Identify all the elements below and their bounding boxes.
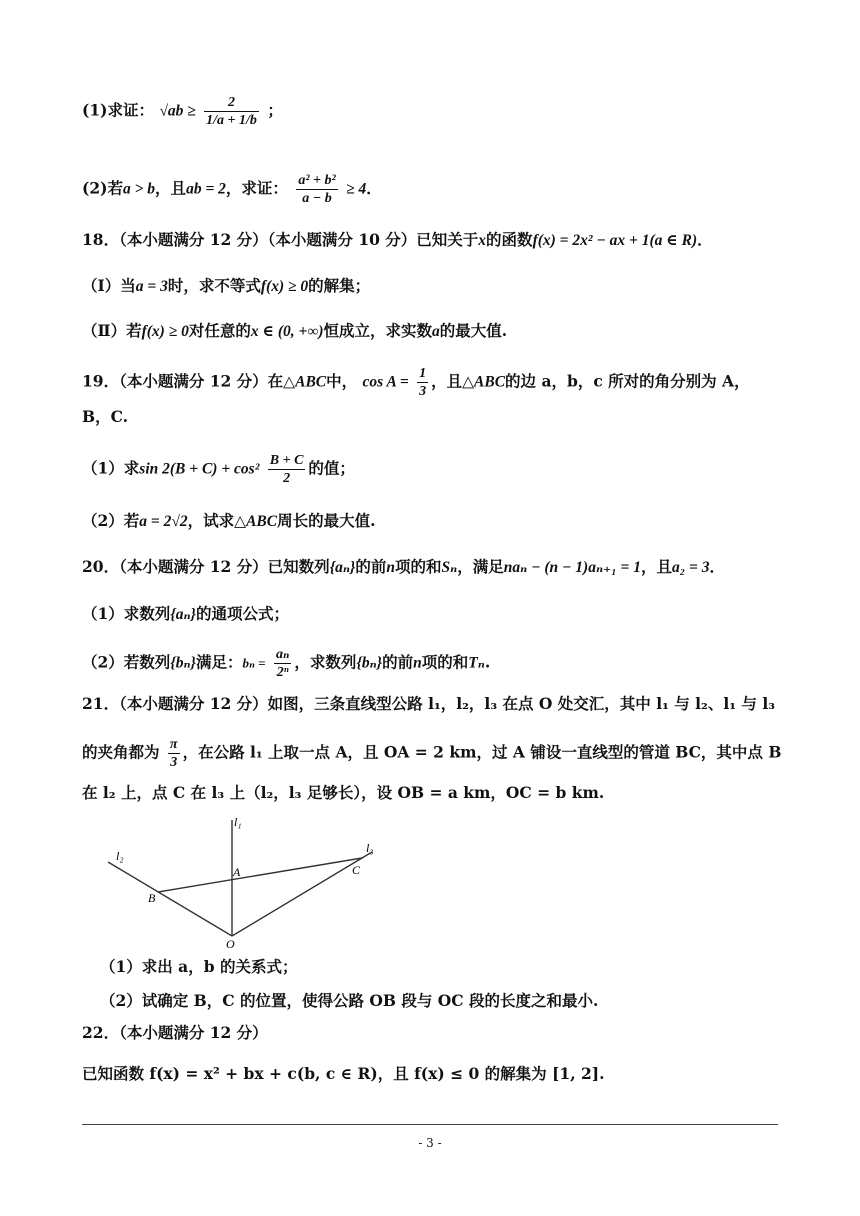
q20-part1 bbox=[82, 603, 289, 626]
q21-part2: （2）试确定 B，C 的位置，使得公路 OB 段与 OC 段的长度之和最小. bbox=[100, 991, 599, 1010]
q19-tri: ABC bbox=[295, 373, 327, 391]
label-l3: l₃ bbox=[366, 841, 374, 855]
q18-var: x bbox=[478, 232, 487, 249]
q17-part1 bbox=[82, 94, 283, 129]
q18-p1-ineq: f(x) ≥ 0 bbox=[260, 278, 309, 295]
q17-part2-prefix: (2)若 bbox=[82, 178, 123, 198]
q19-tri2: ABC bbox=[474, 373, 506, 391]
q19-cos-num: 1 bbox=[419, 366, 427, 381]
label-l2: l₂ bbox=[116, 849, 124, 863]
q17-part2-cond2: ab = 2 bbox=[186, 180, 226, 198]
q21-angle-fraction bbox=[168, 736, 180, 771]
q20-mid2: 项的和 bbox=[394, 557, 442, 576]
q18-p2-var: a bbox=[432, 323, 440, 340]
q17-part1-den: 1/a + 1/b bbox=[206, 113, 257, 128]
q19-mid2: ，且△ bbox=[431, 371, 475, 391]
q18-p2-mid: 对任意的 bbox=[188, 321, 251, 340]
q19-p1-prefix: （1）求 bbox=[82, 458, 140, 478]
label-O: O bbox=[226, 937, 235, 951]
q17-part2-tail: ． bbox=[366, 178, 382, 198]
q22-body: 已知函数 f(x) = x² + bx + c(b, c ∈ R)，且 f(x) ≤ 0 的解集为 [1, 2]. bbox=[82, 1064, 605, 1083]
q18-part1 bbox=[82, 275, 370, 298]
q21-line1: 21．（本小题满分 12 分）如图，三条直线型公路 l₁，l₂，l₃ 在点 O 处交汇，其中 l₁ 与 l₂、l₁ 与 l₃ bbox=[82, 694, 775, 713]
label-C: C bbox=[352, 863, 361, 877]
q20-head-text: 20．（本小题满分 12 分）已知数列 bbox=[82, 557, 330, 576]
road-l3 bbox=[232, 852, 372, 936]
q21-figure bbox=[100, 812, 400, 952]
q21-line2 bbox=[82, 736, 781, 771]
q20-seq: {aₙ} bbox=[329, 559, 356, 576]
q19-p1-num: B + C bbox=[269, 453, 304, 468]
q20-n: n bbox=[386, 559, 395, 576]
q20-rel: naₙ − (n − 1)aₙ₊₁ = 1 bbox=[503, 559, 641, 576]
q18-p1-mid: 时，求不等式 bbox=[167, 276, 261, 295]
q20-p2-seq2: {bₙ} bbox=[356, 654, 383, 672]
q20-sn: Sₙ bbox=[441, 559, 458, 576]
q20-p2-mid2: ，求数列 bbox=[294, 652, 357, 672]
q20-p1-tail: 的通项公式； bbox=[195, 604, 289, 623]
q19-p1-den: 2 bbox=[283, 471, 291, 486]
q20-mid4: ，且 bbox=[640, 557, 672, 576]
q22-head: 22．（本小题满分 12 分） bbox=[82, 1023, 268, 1042]
q17-part2-mid: ，且 bbox=[155, 178, 187, 198]
q21-line2-rest: ，在公路 l₁ 上取一点 A，且 OA = 2 km，过 A 铺设一直线型的管道 BC，其中点 B bbox=[182, 742, 782, 762]
q20-head bbox=[82, 556, 725, 579]
q17-part1-num: 2 bbox=[204, 94, 259, 112]
q18-p2-prefix: （Ⅱ）若 bbox=[82, 321, 142, 340]
q19-mid: 中， bbox=[326, 371, 358, 391]
q19-line2: B，C. bbox=[82, 407, 129, 426]
q17-part1-left: √ab ≥ bbox=[159, 102, 196, 120]
q19-p1-tail: 的值； bbox=[308, 458, 355, 478]
label-B: B bbox=[148, 891, 156, 905]
q19-part1 bbox=[82, 452, 355, 487]
road-l2 bbox=[108, 862, 232, 936]
q20-p2-mid4: 项的和 bbox=[421, 652, 469, 672]
q18-p2-ineq: f(x) ≥ 0 bbox=[141, 323, 189, 340]
q17-part2-fraction bbox=[296, 172, 337, 207]
q19-head-text: 19．（本小题满分 12 分）在△ bbox=[82, 371, 296, 391]
q20-p1-prefix: （1）求数列 bbox=[82, 604, 171, 623]
q19-p2-tri: ABC bbox=[246, 513, 278, 530]
q21-line3: 在 l₂ 上，点 C 在 l₃ 上（l₂，l₃ 足够长），设 OB = a km，OC = b km. bbox=[82, 783, 605, 802]
q19-cos-lhs: cos A = bbox=[362, 373, 409, 391]
q20-p2-prefix: （2）若数列 bbox=[82, 652, 171, 672]
q17-part2-cond1: a > b bbox=[122, 180, 156, 198]
q17-part1-fraction bbox=[204, 94, 259, 129]
q20-p2-n: n bbox=[413, 654, 422, 672]
q20-p2-den: 2ⁿ bbox=[276, 665, 289, 680]
q21-angle-num: π bbox=[169, 737, 178, 752]
q18-p2-range: x ∈ (0, +∞) bbox=[250, 323, 324, 340]
q20-p2-bn: bₙ = bbox=[242, 655, 266, 671]
pipe-bc bbox=[158, 858, 362, 892]
label-l1: l₁ bbox=[234, 815, 242, 829]
q20-a2: a₂ = 3 bbox=[671, 559, 710, 576]
q19-p1-fraction bbox=[268, 452, 306, 487]
q19-p2-mid: ，试求△ bbox=[187, 511, 247, 530]
q18-p1-tail: 的解集； bbox=[308, 276, 371, 295]
q18-p2-tail: 的最大值. bbox=[439, 321, 508, 340]
q19-tail: 的边 a，b，c 所对的角分别为 A， bbox=[505, 371, 750, 391]
q21-part1: （1）求出 a，b 的关系式； bbox=[100, 957, 298, 976]
q18-part2 bbox=[82, 320, 507, 343]
q20-p2-mid: 满足： bbox=[195, 652, 243, 672]
q17-part2-mid2: ，求证： bbox=[225, 178, 288, 198]
q18-tail: ． bbox=[697, 230, 713, 249]
q18-p1-cond: a = 3 bbox=[135, 278, 168, 295]
label-A: A bbox=[233, 865, 241, 879]
q21-line2-prefix: 的夹角都为 bbox=[82, 742, 160, 762]
q17-part2 bbox=[82, 172, 382, 207]
q20-p2-mid3: 的前 bbox=[382, 652, 414, 672]
q20-mid: 的前 bbox=[355, 557, 387, 576]
q20-tail: ． bbox=[709, 557, 725, 576]
q20-p2-fraction bbox=[274, 646, 291, 681]
q19-p2-tail: 周长的最大值. bbox=[277, 511, 376, 530]
q18-head2: 的函数 bbox=[486, 230, 533, 249]
q17-part1-prefix: (1)求证： bbox=[82, 100, 154, 120]
q18-p2-mid2: 恒成立，求实数 bbox=[323, 321, 433, 340]
q20-p2-tn: Tₙ bbox=[468, 654, 485, 672]
q20-p2-seq: {bₙ} bbox=[170, 654, 196, 672]
q19-p2-cond: a = 2√2 bbox=[139, 513, 188, 530]
q19-p1-expr: sin 2(B + C) + cos² bbox=[139, 460, 260, 478]
q18-func: f(x) = 2x² − ax + 1(a ∈ R) bbox=[532, 232, 698, 249]
q20-part2 bbox=[82, 646, 490, 681]
q17-part1-tail: ； bbox=[267, 100, 283, 120]
q17-part2-num: a² + b² bbox=[298, 173, 336, 188]
q19-cos-den: 3 bbox=[419, 384, 427, 399]
page-number: - 3 - bbox=[418, 1136, 442, 1150]
q18-p1-prefix: （Ⅰ）当 bbox=[82, 276, 136, 295]
q17-part2-rhs: ≥ 4 bbox=[346, 180, 367, 198]
footer-divider bbox=[82, 1124, 778, 1125]
q19-cos-fraction bbox=[417, 365, 428, 400]
q18-head-text: 18．（本小题满分 12 分）（本小题满分 10 分）已知关于 bbox=[82, 230, 479, 249]
q20-mid3: ，满足 bbox=[457, 557, 504, 576]
q17-part2-den: a − b bbox=[302, 191, 332, 206]
q19-part2 bbox=[82, 510, 375, 533]
q20-p2-tail: . bbox=[484, 652, 491, 672]
q18-head bbox=[82, 229, 713, 252]
q20-p2-num: aₙ bbox=[276, 647, 290, 662]
q21-angle-den: 3 bbox=[170, 755, 178, 770]
q20-p1-seq: {aₙ} bbox=[170, 606, 196, 623]
q19-p2-prefix: （2）若 bbox=[82, 511, 140, 530]
q19-head bbox=[82, 365, 750, 400]
